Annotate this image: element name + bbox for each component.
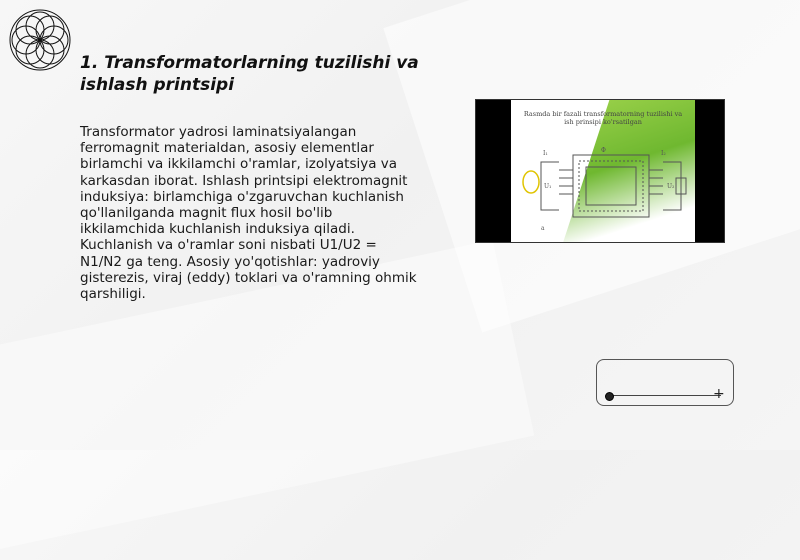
svg-text:U₁: U₁ xyxy=(544,183,552,190)
svg-text:I₂: I₂ xyxy=(661,150,666,157)
svg-text:U₂: U₂ xyxy=(667,183,675,190)
svg-text:a: a xyxy=(541,225,545,232)
embedded-video[interactable] xyxy=(475,99,725,243)
seek-bar[interactable] xyxy=(609,395,721,396)
svg-text:Φ: Φ xyxy=(601,147,606,154)
video-caption: Rasmda bir fazali transformatorning tuzilishi va ish prinsipi ko'rsatilgan xyxy=(523,110,683,126)
video-frame xyxy=(511,100,695,242)
audio-player-controls[interactable] xyxy=(596,359,734,406)
decorative-rosette-icon xyxy=(4,4,76,76)
transformer-diagram xyxy=(511,100,695,242)
slide-body-text: Transformator yadrosi laminatsiyalangan ferromagnit materialdan, asosiy elementlar birlamchi va ikkilamchi o'ramlar, izolyatsiya va karkasdan iborat. Ishlash printsipi elektromagnit induksiya: birlamchiga o'zgaruvchan kuchlanish qo'llanilganda magnit flux hosil bo'lib ikkilamchida kuchlanish induksiya qiladi. Kuchlanish va o'ramlar soni nisbati U1/U2 = N1/N2 ga teng. Asosiy yo'qotishlar: yadroviy gisterezis, viraj (eddy) toklari va o'ramning ohmik qarshiligi. xyxy=(80,124,417,303)
playhead-icon[interactable] xyxy=(605,392,614,401)
source-icon xyxy=(523,171,539,193)
slide-title: 1. Transformatorlarning tuzilishi va ishlash printsipi xyxy=(80,53,419,95)
plus-icon[interactable]: + xyxy=(713,386,725,402)
svg-text:I₁: I₁ xyxy=(543,150,548,157)
